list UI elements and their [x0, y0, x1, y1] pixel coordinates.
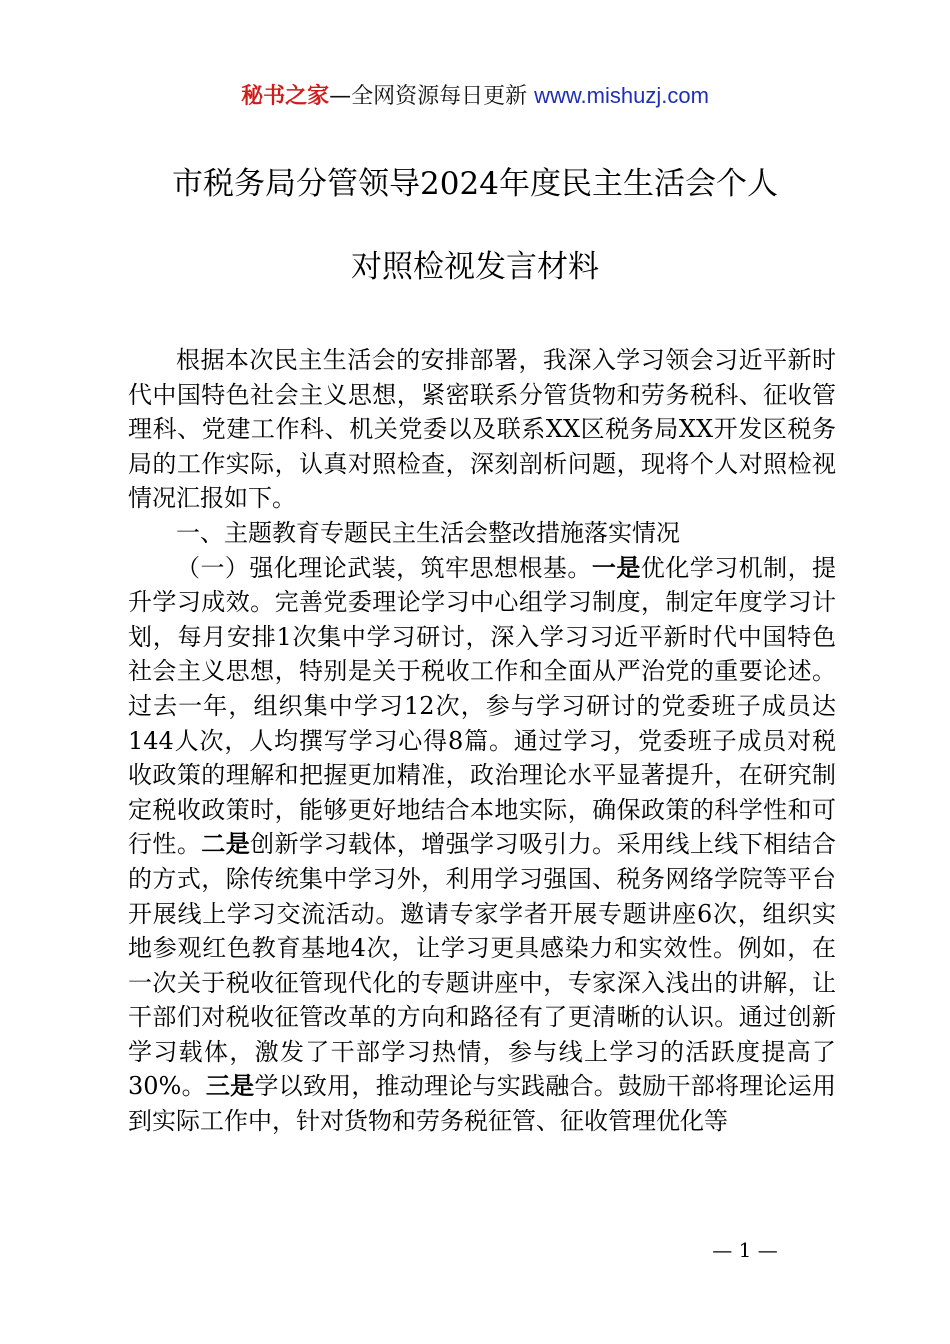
intro-paragraph: 根据本次民主生活会的安排部署，我深入学习领会习近平新时代中国特色社会主义思想，紧密联系分管货物和劳务税科、征收管理科、党建工作科、机关党委以及联系XX区税务局XX开发区税务局的工作实际，认真对照检查，深刻剖析问题，现将个人对照检视情况汇报如下。	[128, 346, 836, 513]
point-2-label: 二是	[201, 829, 251, 859]
page-number: — 1 —	[712, 1238, 778, 1262]
point-1-text: 优化学习机制，提升学习成效。完善党委理论学习中心组学习制度，制定年度学习计划，每月安排1次集中学习研讨，深入学习习近平新时代中国特色社会主义思想，特别是关于税收工作和全面从严治党的重要论述。过去一年，组织集中学习12次，参与学习研讨的党委班子成员达144人次，人均撰写学习心得8篇。通过学习，党委班子成员对税收政策的理解和把握更加精准，政治理论水平显著提升，在研究制定税收政策时，能够更好地结合本地实际，确保政策的科学性和可行性。	[128, 553, 837, 859]
subsection-heading: （一）强化理论武装，筑牢思想根基。	[176, 553, 592, 582]
point-2-text: 创新学习载体，增强学习吸引力。采用线上线下相结合的方式，除传统集中学习外，利用学习强国、税务网络学院等平台开展线上学习交流活动。邀请专家学者开展专题讲座6次，组织实地参观红色教育基地4次，让学习更具感染力和实效性。例如，在一次关于税收征管现代化的专题讲座中，专家深入浅出的讲解，让干部们对税收征管改革的方向和路径有了更清晰的认识。通过创新学习载体，激发了干部学习热情，参与线上学习的活跃度提高了30%。	[128, 830, 837, 1101]
banner-url-link[interactable]: www.mishuzj.com	[534, 83, 709, 108]
document-body	[128, 343, 836, 1139]
banner-brand: 秘书之家	[241, 84, 330, 109]
point-1-label: 一是	[591, 552, 641, 582]
site-banner	[0, 80, 950, 113]
point-3-text: 学以致用，推动理论与实践融合。鼓励干部将理论运用到实际工作中，针对货物和劳务税征管、征收管理优化等	[128, 1072, 837, 1136]
section-heading: 一、主题教育专题民主生活会整改措施落实情况	[176, 518, 680, 547]
subsection-paragraph	[128, 551, 836, 1139]
title-line-1: 市税务局分管领导2024年度民主生活会个人	[172, 166, 778, 202]
point-3-label: 三是	[205, 1071, 255, 1101]
title-line-2: 对照检视发言材料	[351, 249, 599, 285]
document-title	[60, 163, 890, 289]
banner-slogan: —全网资源每日更新	[329, 84, 528, 109]
